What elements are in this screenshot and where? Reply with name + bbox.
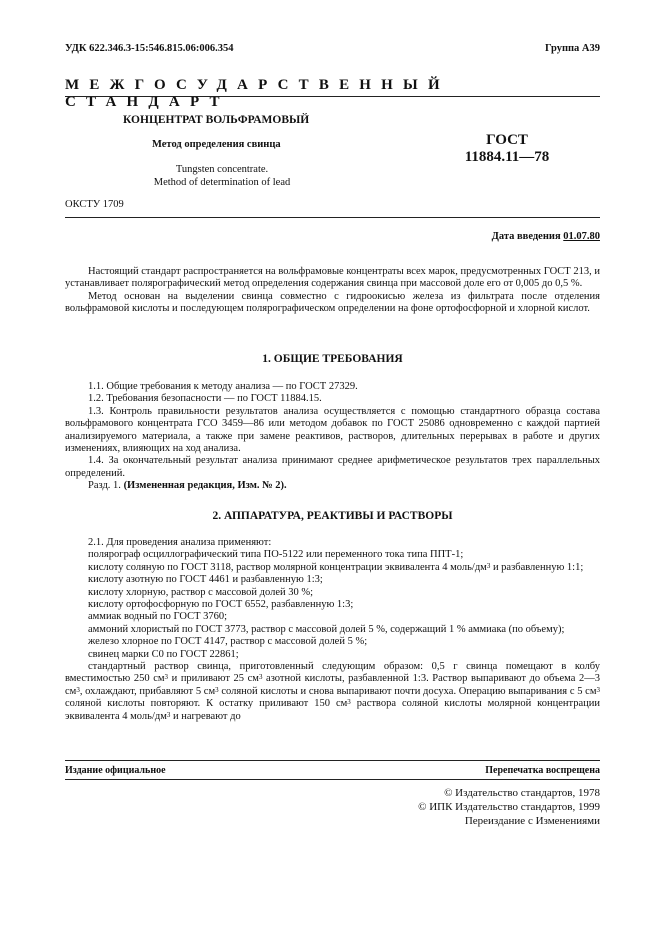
item-lead-standard-solution: [65, 661, 600, 723]
intro-paragraph-2: Метод основан на выделении свинца совместно с гидроокисью железа из фильтрата после отделения вольфрамовой кислоты и последующем полярографическом определении на фоне ортофосфорной и хлорной кислот.: [65, 290, 600, 315]
intro-paragraph-1: Настоящий стандарт распространяется на вольфрамовые концентраты всех марок, предусмотренных ГОСТ 213, и устанавливает полярографический метод определения содержания свинца при массовой доле его от 0,005 до 0,5 %.: [65, 266, 600, 290]
section-2-body: [65, 537, 600, 723]
section-2-heading: 2. АППАРАТУРА, РЕАКТИВЫ И РАСТВОРЫ: [212, 510, 453, 522]
gost-code: 11884.11—78: [464, 149, 550, 165]
superscript: 3: [164, 673, 168, 682]
superscript: 3: [486, 561, 491, 570]
english-title: [148, 163, 296, 189]
clause-1-2: 1.2. Требования безопасности — по ГОСТ 11884.15.: [88, 393, 322, 405]
solution-text-4: , охлаждают, прибавляют 5 см: [79, 685, 216, 697]
item-polarograph: полярограф осциллографический типа ПО-5122 или переменного тока типа ППТ-1;: [88, 549, 464, 561]
gost-number: [452, 132, 562, 166]
date-label: Дата введения: [491, 231, 561, 242]
solution-text-3: азотной кислоты, разбавленной 1:3. Раствор выпаривают до объема 2—3 см: [65, 673, 600, 697]
item-ammonia: аммиак водный по ГОСТ 3760;: [88, 611, 228, 623]
item-hcl-text-end: и разбавленную 1:1;: [490, 561, 584, 573]
item-ferric-chloride: железо хлорное по ГОСТ 4147, раствор с массовой долей 5 %;: [88, 636, 368, 648]
okstu-code: ОКСТУ 1709: [65, 199, 124, 210]
superscript: 3: [596, 685, 600, 694]
amendment-text: (Измененная редакция, Изм. № 2).: [123, 480, 287, 492]
reprint-prohibited-label: Перепечатка воспрещена: [485, 765, 600, 776]
footer-rule: [65, 760, 600, 761]
solution-text-7: раствора соляной кислоты молярной концентрации эквивалента 4 моль/дм: [65, 698, 600, 722]
interstate-standard-banner: [65, 77, 600, 111]
copyright-block: [418, 786, 600, 828]
introduction-date: [492, 231, 600, 242]
item-nitric-acid: кислоту азотную по ГОСТ 4461 и разбавленную 1:3;: [88, 574, 323, 586]
solution-text-1: стандартный раствор свинца, приготовленный следующим образом: 0,5 г свинца помещают в колбу вместимостью 250 см: [65, 661, 600, 685]
item-lead: свинец марки С0 по ГОСТ 22861;: [88, 648, 239, 660]
clause-1-4: 1.4. За окончательный результат анализа принимают среднее арифметическое результатов трех параллельных определений.: [65, 455, 600, 479]
footer-rule-bottom: [65, 779, 600, 780]
document-title: КОНЦЕНТРАТ ВОЛЬФРАМОВЫЙ: [123, 114, 310, 126]
section-1-body: [65, 381, 600, 493]
english-title-line-2: Method of determination of lead: [153, 177, 291, 188]
solution-text-2: и приливают 25 см: [168, 673, 259, 685]
intro-text: [65, 266, 600, 316]
clause-2-1: 2.1. Для проведения анализа применяют:: [88, 537, 272, 548]
official-edition-label: Издание официальное: [65, 765, 166, 776]
solution-text-8: и нагревают до: [170, 710, 241, 722]
item-orthophosphoric-acid: кислоту ортофосфорную по ГОСТ 6552, разбавленную 1:3;: [88, 599, 354, 611]
solution-text-5: соляной кислоты и снова выпаривают почти досуха. Операцию выпаривания с 5 см: [218, 685, 597, 697]
reissue-note: Переиздание с Изменениями: [464, 815, 600, 827]
okstu-rule: [65, 217, 600, 218]
clause-1-3: 1.3. Контроль правильности результатов анализа осуществляется с помощью стандартного образца состава вольфрамового концентрата ГСО 3459—86 или методом добавок по ГОСТ 25086 одновременно с каждой партией анализируемого материала, а также при замене реактивов, растворов, длительных перерывах в работе и других изменениях, влияющих на ход анализа.: [65, 405, 600, 455]
superscript: 3: [166, 710, 171, 719]
superscript: 3: [215, 685, 219, 694]
banner-right-word: СТАНДАРТ: [65, 94, 230, 110]
document-subtitle: Метод определения свинца: [152, 139, 281, 150]
section-1-heading: 1. ОБЩИЕ ТРЕБОВАНИЯ: [262, 353, 403, 365]
udk-code: УДК 622.346.3-15:546.815.06:006.354: [65, 43, 234, 54]
english-title-line-1: Tungsten concentrate.: [175, 164, 269, 175]
amendment-prefix: Разд. 1.: [88, 480, 121, 492]
group-code: Группа А39: [544, 43, 600, 54]
solution-text-6: соляной кислоты повторяют. К остатку приливают 150 см: [65, 698, 348, 710]
superscript: 3: [76, 685, 80, 694]
superscript: 3: [258, 673, 263, 682]
header-rule: [65, 96, 600, 97]
banner-left-word: МЕЖГОСУДАРСТВЕННЫЙ: [65, 77, 450, 93]
date-value: 01.07.80: [563, 231, 600, 242]
superscript: 3: [347, 698, 351, 707]
item-ammonium-chloride: аммоний хлористый по ГОСТ 3773, раствор с массовой долей 5 %, содержащий 1 % аммиака (по объему);: [88, 623, 565, 635]
copyright-1978: © Издательство стандартов, 1978: [444, 787, 600, 799]
clause-1-1: 1.1. Общие требования к методу анализа — по ГОСТ 27329.: [88, 381, 358, 392]
section-1-amendment-note: [65, 480, 600, 492]
item-perchloric-acid: кислоту хлорную, раствор с массовой долей 30 %;: [88, 586, 314, 598]
gost-label: ГОСТ: [486, 132, 528, 148]
item-hcl-text: кислоту соляную по ГОСТ 3118, раствор молярной концентрации эквивалента 4 моль/дм: [88, 561, 487, 573]
item-hydrochloric-acid: [65, 562, 600, 574]
copyright-1999: © ИПК Издательство стандартов, 1999: [418, 801, 600, 813]
